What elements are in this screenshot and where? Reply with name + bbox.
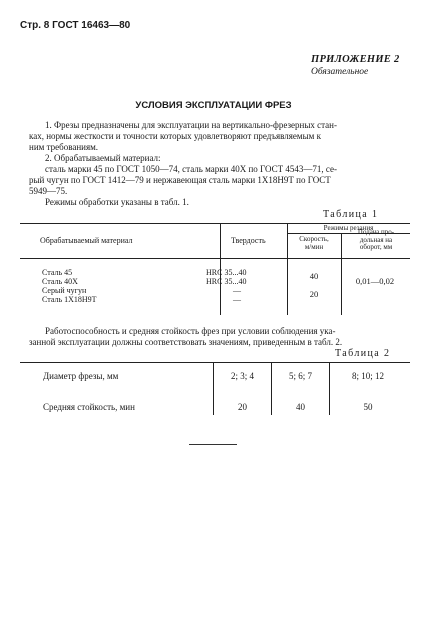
appendix-subtitle: Обязательное [311,67,369,77]
table1-speed: 40 [309,271,319,281]
table1-col-material: Обрабатываемый материал [40,236,133,245]
table1-feed: 0,01—0,02 [355,276,395,286]
table1-hardness: HRC 35...40 [206,268,247,277]
para2-line1: 2. Обрабатываемый материал: [45,153,161,163]
page-header: Стр. 8 ГОСТ 16463—80 [20,20,131,31]
table1-col-speed [289,236,339,251]
para1-line2: ках, нормы жесткости и точности которых удовлетворяют предъявляемым к [29,131,321,141]
para2-line3: рый чугун по ГОСТ 1412—79 и нержавеющая сталь марки 1Х18Н9Т по ГОСТ [29,175,331,185]
table1-material: Серый чугун [42,286,87,295]
para3-line1: Работоспособность и средняя стойкость фрез при условии соблюдения ука- [45,326,336,336]
speed-header-line1: Скорость, [299,235,329,243]
table1-col-feed [343,229,409,252]
end-rule [189,444,237,445]
table1-divider-3 [341,233,342,315]
table2-cell: 2; 3; 4 [230,371,254,381]
table1-material: Сталь 1Х18Н9Т [42,295,97,304]
speed-header-line2: м/мин [304,242,324,251]
para3-line2: занной эксплуатации должны соответствовать значениям, приведенным в табл. 2. [29,337,343,347]
table1-col-modes: Режимы резания [323,224,374,232]
table1-hardness: HRC 35...40 [206,277,247,286]
table2-cell: 20 [238,402,247,412]
table2-label: Таблица 2 [335,348,391,359]
table1-label: Таблица 1 [323,209,379,220]
table1-header-rule [20,258,410,259]
table2-cell: 8; 10; 12 [351,371,384,381]
table2-row-label: Средняя стойкость, мин [43,402,135,412]
table2-cell: 50 [363,402,373,412]
para1-line3: ним требованиям. [29,142,99,152]
table1-divider-2 [287,223,288,315]
table1-hardness: — [233,295,241,304]
para2-line4: 5949—75. [29,186,68,196]
section-title: УСЛОВИЯ ЭКСПЛУАТАЦИИ ФРЕЗ [135,100,292,111]
table1-speed: 20 [309,289,319,299]
feed-header-line1: Подача про- [357,228,395,236]
para2-line2: сталь марки 45 по ГОСТ 1050—74, сталь марки 40Х по ГОСТ 4543—71, се- [45,164,337,174]
feed-header-line2: дольная на [359,235,393,244]
table2-row-label: Диаметр фрезы, мм [43,371,119,381]
table2-top-rule [20,362,410,363]
para2-line5: Режимы обработки указаны в табл. 1. [45,197,189,207]
table1-material: Сталь 45 [42,268,73,277]
table1-hardness: — [233,286,241,295]
appendix-title: ПРИЛОЖЕНИЕ 2 [311,54,400,65]
feed-header-line3: оборот, мм [359,243,393,251]
table1-material: Сталь 40Х [42,277,78,286]
table2-cell: 5; 6; 7 [288,371,312,381]
table1-col-hardness: Твердость [231,236,266,245]
table2-cell: 40 [296,402,305,412]
para1-line1: 1. Фрезы предназначены для эксплуатации на вертикально-фрезерных стан- [45,120,337,130]
